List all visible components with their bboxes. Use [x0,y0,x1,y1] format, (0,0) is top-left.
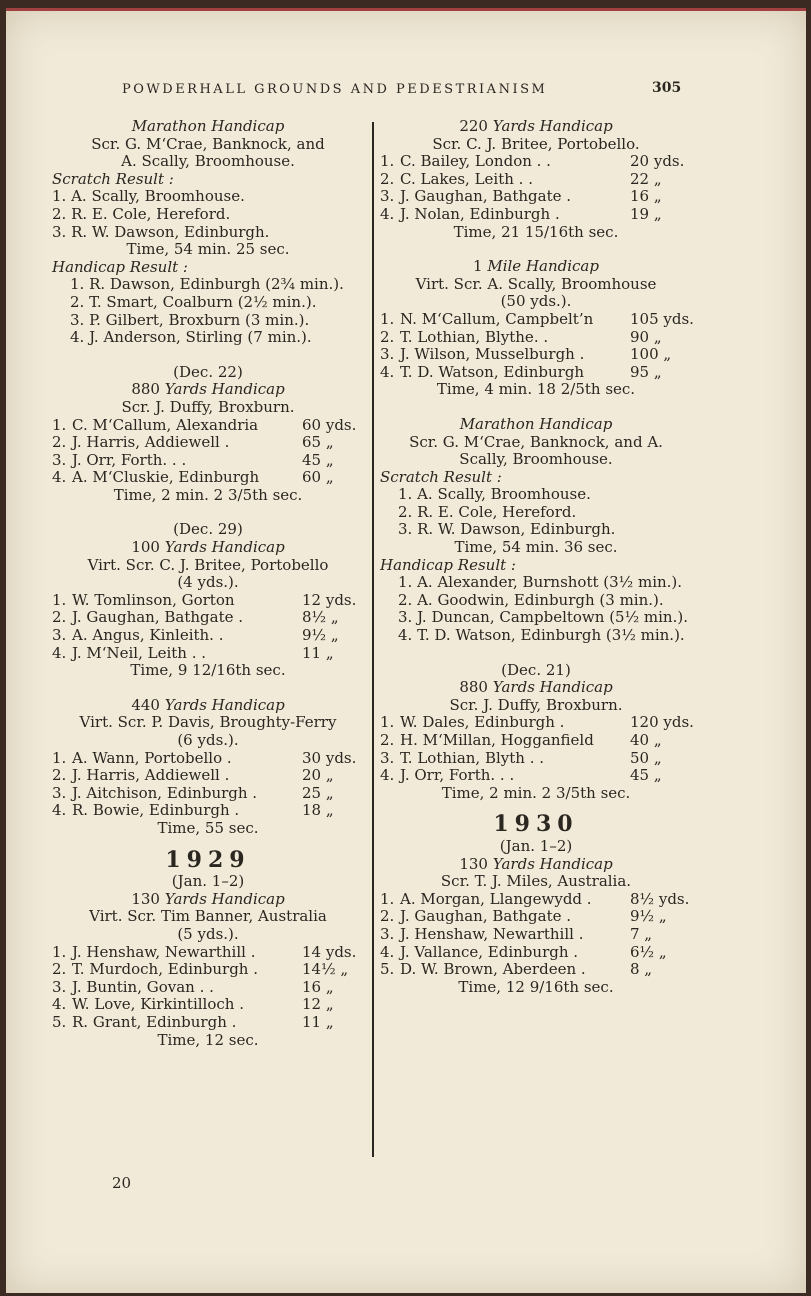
result-row [380,329,692,347]
result-row [380,926,692,944]
event-title [380,118,692,136]
result-row [380,153,692,171]
place-number: 2. [52,766,67,785]
event-distance: 130 [459,854,488,873]
results-list [52,592,364,662]
competitor-name: T. Lothian, Blyth . . [400,748,545,767]
event-scratch: (5 yds.). [177,924,239,943]
left-column [52,118,364,1049]
event-type: Yards Handicap [164,380,285,399]
competitor-name: T. D. Watson, Edinburgh [400,362,585,381]
results-list [52,750,364,820]
result-line: 1. A. Scally, Broomhouse. [52,187,245,206]
place-number: 2. [52,608,67,627]
competitor-name: J. Buntin, Govan . . [72,977,214,996]
place-number: 3. [380,345,395,364]
results-list [52,944,364,1032]
competitor-name: C. Lakes, Leith . . [400,169,533,188]
place-number: 3. [52,626,67,645]
result-line: 3. J. Duncan, Campbeltown (5½ min.). [398,608,688,627]
event-scratch: (4 yds.). [177,573,239,592]
event-time: Time, 12 9/16th sec. [458,977,614,996]
event-type: Yards Handicap [164,695,285,714]
competitor-name: C. Bailey, London . . [400,152,551,171]
competitor-name: A. Morgan, Llangewydd . [400,889,592,908]
competitor-name: J. Wilson, Musselburgh . [400,345,585,364]
place-number: 1. [380,889,395,908]
place-number: 1. [52,942,67,961]
event-title [52,891,364,909]
event-date: (Jan. 1–2) [499,836,573,855]
handicap-allowance: 45 „ [630,766,662,785]
handicap-allowance: 14½ „ [302,960,349,979]
result-row [52,469,364,487]
competitor-name: J. Vallance, Edinburgh . [400,942,579,961]
event-date: (Dec. 29) [173,520,243,539]
place-number: 2. [380,169,395,188]
page-number: 305 [652,80,682,96]
competitor-name: J. Orr, Forth. . . [72,450,187,469]
event-time: Time, 21 15/16th sec. [453,222,619,241]
result-line: 2. R. E. Cole, Hereford. [398,502,577,521]
folio-number: 20 [112,1174,132,1192]
competitor-name: N. M‘Callum, Campbelt’n [400,309,594,328]
event-title [380,258,692,276]
competitor-name: A. M‘Cluskie, Edinburgh [72,468,260,487]
result-line: 1. A. Scally, Broomhouse. [398,485,591,504]
handicap-allowance: 105 yds. [630,309,694,328]
place-number: 4. [52,995,67,1014]
event-distance: 130 [131,889,160,908]
event-distance: 880 [459,678,488,697]
result-row [380,767,692,785]
event-type: Yards Handicap [492,117,613,135]
result-row [52,417,364,435]
event-scratch: Scr. C. J. Britee, Portobello. [432,134,640,153]
handicap-allowance: 100 „ [630,345,672,364]
result-line: 1. A. Alexander, Burnshott (3½ min.). [398,573,683,592]
place-number: 4. [380,204,395,223]
event-scratch: Virt. Scr. C. J. Britee, Portobello [87,555,329,574]
handicap-allowance: 8½ „ [302,608,339,627]
result-row [380,944,692,962]
result-line: 4. T. D. Watson, Edinburgh (3½ min.). [398,626,685,645]
result-heading: Scratch Result : [380,467,502,486]
handicap-allowance: 7 „ [630,924,653,943]
competitor-name: J. Gaughan, Bathgate . [400,907,572,926]
result-line: 3. R. W. Dawson, Edinburgh. [52,222,270,241]
event-time: Time, 2 min. 2 3/5th sec. [441,783,631,802]
event-time: Time, 9 12/16th sec. [130,661,286,680]
place-number: 2. [52,960,67,979]
competitor-name: J. Henshaw, Newarthill . [400,924,584,943]
result-heading: Handicap Result : [380,555,516,574]
result-row [52,452,364,470]
handicap-allowance: 65 „ [302,433,334,452]
result-line: 2. T. Smart, Coalburn (2½ min.). [70,292,317,311]
result-row [52,434,364,452]
place-number: 4. [380,766,395,785]
result-line: 3. P. Gilbert, Broxburn (3 min.). [70,310,310,329]
handicap-allowance: 22 „ [630,169,662,188]
event-title [52,697,364,715]
right-column [380,118,692,996]
handicap-allowance: 9½ „ [302,626,339,645]
place-number: 4. [52,801,67,820]
result-line: 2. A. Goodwin, Edinburgh (3 min.). [398,590,664,609]
result-row [380,750,692,768]
competitor-name: J. Gaughan, Bathgate . [72,608,244,627]
result-row [52,592,364,610]
place-number: 2. [380,907,395,926]
result-row [52,961,364,979]
result-row [52,767,364,785]
competitor-name: C. M‘Callum, Alexandria [72,415,259,434]
result-row [380,732,692,750]
competitor-name: W. Tomlinson, Gorton [72,590,235,609]
event-title [380,856,692,874]
result-row [380,188,692,206]
handicap-allowance: 120 yds. [630,713,694,732]
handicap-allowance: 14 yds. [302,942,357,961]
event-title: Marathon Handicap [459,414,613,433]
competitor-name: A. Angus, Kinleith. . [72,626,224,645]
event-scratch: A. Scally, Broomhouse. [121,152,295,171]
event-distance: 100 [131,538,160,557]
result-line: 1. R. Dawson, Edinburgh (2¾ min.). [70,275,344,294]
competitor-name: J. Aitchison, Edinburgh . [72,783,258,802]
result-heading: Scratch Result : [52,169,174,188]
place-number: 3. [52,783,67,802]
handicap-allowance: 16 „ [302,977,334,996]
competitor-name: J. M‘Neil, Leith . . [72,643,207,662]
competitor-name: J. Harris, Addiewell . [72,433,230,452]
result-row [52,1014,364,1032]
result-line: 4. J. Anderson, Stirling (7 min.). [70,328,312,347]
result-heading: Handicap Result : [52,257,188,276]
event-date: (Jan. 1–2) [171,872,245,891]
handicap-allowance: 11 „ [302,643,334,662]
event-scratch: Scr. J. Duffy, Broxburn. [121,397,295,416]
competitor-name: T. Murdoch, Edinburgh . [72,960,258,979]
column-divider [372,122,374,1157]
result-row [380,171,692,189]
competitor-name: R. Grant, Edinburgh . [72,1012,237,1031]
event-time: Time, 2 min. 2 3/5th sec. [113,485,303,504]
event-time: Time, 55 sec. [157,818,259,837]
result-row [52,979,364,997]
year-heading: 1929 [165,846,251,873]
handicap-allowance: 30 yds. [302,748,357,767]
event-scratch: Virt. Scr. A. Scally, Broomhouse [415,274,657,293]
handicap-allowance: 12 „ [302,995,334,1014]
competitor-name: W. Love, Kirkintilloch . [72,995,244,1014]
competitor-name: J. Gaughan, Bathgate . [400,187,572,206]
place-number: 3. [380,187,395,206]
handicap-allowance: 95 „ [630,362,662,381]
place-number: 4. [52,468,67,487]
result-row [380,311,692,329]
place-number: 1. [52,415,67,434]
place-number: 1. [52,590,67,609]
handicap-allowance: 20 „ [302,766,334,785]
handicap-allowance: 90 „ [630,327,662,346]
handicap-allowance: 16 „ [630,187,662,206]
event-type: Mile Handicap [487,257,599,276]
event-scratch: Virt. Scr. P. Davis, Broughty-Ferry [79,713,337,732]
event-scratch: Scally, Broomhouse. [459,450,613,469]
handicap-allowance: 8 „ [630,960,653,979]
competitor-name: R. Bowie, Edinburgh . [72,801,240,820]
handicap-allowance: 25 „ [302,783,334,802]
place-number: 2. [380,731,395,749]
event-scratch: (50 yds.). [500,292,572,311]
result-row [380,908,692,926]
place-number: 4. [52,643,67,662]
result-row [380,714,692,732]
event-scratch: Scr. G. M‘Crae, Banknock, and A. [409,432,663,451]
result-row [52,750,364,768]
event-distance: 220 [459,117,488,135]
result-row [52,996,364,1014]
results-list [380,714,692,784]
event-distance: 440 [131,695,160,714]
result-row [380,364,692,382]
place-number: 5. [380,960,395,979]
competitor-name: J. Harris, Addiewell . [72,766,230,785]
result-row [380,891,692,909]
place-number: 3. [52,450,67,469]
place-number: 4. [380,362,395,381]
result-row [380,206,692,224]
handicap-allowance: 18 „ [302,801,334,820]
event-scratch: Scr. J. Duffy, Broxburn. [449,695,623,714]
handicap-allowance: 60 yds. [302,415,357,434]
place-number: 2. [52,433,67,452]
place-number: 1. [380,309,395,328]
event-title [380,679,692,697]
event-title [52,381,364,399]
result-row [52,645,364,663]
event-scratch: Virt. Scr. Tim Banner, Australia [89,907,327,926]
event-type: Yards Handicap [492,678,613,697]
handicap-allowance: 50 „ [630,748,662,767]
competitor-name: J. Orr, Forth. . . [400,766,515,785]
event-scratch: Scr. T. J. Miles, Australia. [440,872,632,891]
result-line: 2. R. E. Cole, Hereford. [52,204,231,223]
event-scratch: Scr. G. M‘Crae, Banknock, and [91,134,325,153]
event-type: Yards Handicap [164,538,285,557]
results-list [52,417,364,487]
header-title: POWDERHALL GROUNDS AND PEDESTRIANISM [122,82,548,97]
handicap-allowance: 45 „ [302,450,334,469]
event-time: Time, 4 min. 18 2/5th sec. [436,380,636,399]
competitor-name: J. Henshaw, Newarthill . [72,942,256,961]
handicap-allowance: 6½ „ [630,942,667,961]
place-number: 3. [380,924,395,943]
handicap-allowance: 12 yds. [302,590,357,609]
result-row [52,802,364,820]
result-line: 3. R. W. Dawson, Edinburgh. [398,520,616,539]
competitor-name: J. Nolan, Edinburgh . [400,204,560,223]
result-row [52,785,364,803]
event-date: (Dec. 22) [173,362,243,381]
event-time: Time, 54 min. 25 sec. [126,240,290,259]
handicap-allowance: 8½ yds. [630,889,690,908]
event-distance: 880 [131,380,160,399]
competitor-name: H. M‘Millan, Hogganfield [400,731,594,749]
competitor-name: W. Dales, Edinburgh . [400,713,565,732]
competitor-name: D. W. Brown, Aberdeen . [400,960,586,979]
event-date: (Dec. 21) [501,660,571,679]
competitor-name: A. Wann, Portobello . [72,748,232,767]
place-number: 1. [380,152,395,171]
results-list [380,891,692,979]
handicap-allowance: 40 „ [630,731,662,749]
year-heading: 1930 [493,811,579,838]
result-row [52,609,364,627]
event-time: Time, 12 sec. [157,1030,259,1049]
event-title: Marathon Handicap [131,117,285,135]
place-number: 3. [52,977,67,996]
place-number: 4. [380,942,395,961]
results-list [380,153,692,223]
event-scratch: (6 yds.). [177,731,239,749]
event-title [52,539,364,557]
place-number: 1. [380,713,395,732]
place-number: 2. [380,327,395,346]
result-row [380,961,692,979]
results-list [380,311,692,381]
place-number: 1. [52,748,67,767]
event-distance: 1 [473,257,483,276]
handicap-allowance: 19 „ [630,204,662,223]
result-row [52,627,364,645]
result-row [380,346,692,364]
handicap-allowance: 20 yds. [630,152,685,171]
handicap-allowance: 11 „ [302,1012,334,1031]
handicap-allowance: 60 „ [302,468,334,487]
event-type: Yards Handicap [492,854,613,873]
place-number: 5. [52,1012,67,1031]
handicap-allowance: 9½ „ [630,907,667,926]
event-time: Time, 54 min. 36 sec. [454,538,618,557]
competitor-name: T. Lothian, Blythe. . [400,327,549,346]
event-type: Yards Handicap [164,889,285,908]
result-row [52,944,364,962]
place-number: 3. [380,748,395,767]
